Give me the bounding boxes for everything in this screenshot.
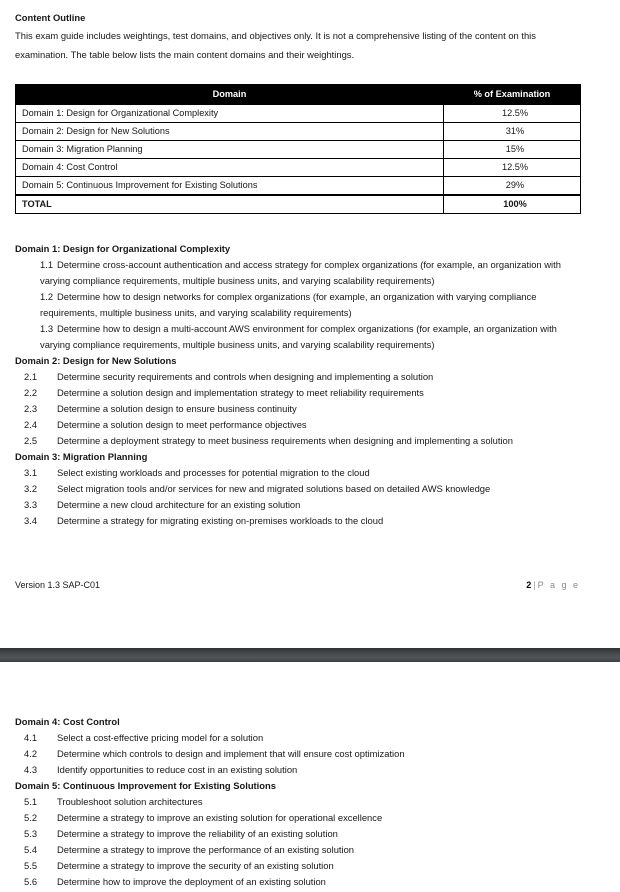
domain-3-title: Domain 3: Migration Planning [15, 451, 148, 462]
footer-separator: | [533, 580, 536, 590]
table-row [16, 105, 581, 123]
objective-text: Determine a strategy to improve the performance of an existing solution [57, 844, 355, 855]
cell-total-percent: 100% [444, 195, 581, 214]
table-row [16, 177, 581, 196]
cell-domain-name: Domain 4: Cost Control [16, 159, 444, 177]
footer-version: Version 1.3 SAP-C01 [15, 580, 101, 590]
objective-text: Determine how to design networks for complex organizations (for example, an organization with varying compliance requirements, multiple business units, and varying scalability requirements) [40, 291, 537, 318]
objective-5-1 [15, 794, 580, 810]
objective-text: Determine which controls to design and implement that will ensure cost optimization [57, 748, 405, 759]
objective-number: 1.1 [40, 259, 54, 270]
cell-domain-percent: 12.5% [444, 159, 581, 177]
objective-number: 1.2 [40, 291, 54, 302]
objective-5-3 [15, 826, 580, 842]
objective-2-5 [15, 433, 580, 449]
page-separator-bar [0, 648, 620, 662]
objective-number: 4.2 [24, 748, 38, 759]
objective-text: Determine cross-account authentication and access strategy for complex organizations (for example, an organization with varying compliance requirements, multiple business units, and varying scalability requirements) [40, 259, 561, 286]
objective-5-6 [15, 874, 580, 890]
objective-text: Determine a solution design and implementation strategy to meet reliability requirements [57, 387, 424, 398]
cell-domain-percent: 15% [444, 141, 581, 159]
objective-number: 3.2 [24, 483, 38, 494]
objective-number: 2.1 [24, 371, 38, 382]
domain-section-3 [15, 449, 580, 529]
objective-number: 2.5 [24, 435, 38, 446]
objective-text: Determine a strategy to improve the security of an existing solution [57, 860, 334, 871]
objective-number: 5.2 [24, 812, 38, 823]
objective-1-1 [15, 257, 580, 289]
table-row [16, 123, 581, 141]
objective-text: Determine a new cloud architecture for an existing solution [57, 499, 301, 510]
objective-3-4 [15, 513, 580, 529]
objective-4-3 [15, 762, 580, 778]
objective-4-2 [15, 746, 580, 762]
objective-3-1 [15, 465, 580, 481]
cell-total-label: TOTAL [16, 195, 444, 214]
footer-page-indicator [526, 580, 580, 590]
objective-number: 2.3 [24, 403, 38, 414]
objective-number: 2.4 [24, 419, 38, 430]
objective-text: Determine how to design a multi-account AWS environment for complex organizations (for example, an organization with varying compliance requirements, multiple business units, and varying scalability requirements) [40, 323, 557, 350]
footer-page-number: 2 [526, 580, 532, 590]
domain-4-title: Domain 4: Cost Control [15, 716, 120, 727]
objective-text: Determine a deployment strategy to meet business requirements when designing and implementing a solution [57, 435, 513, 446]
cell-domain-percent: 29% [444, 177, 581, 196]
objective-2-1 [15, 369, 580, 385]
objective-number: 5.1 [24, 796, 38, 807]
document-page-two [0, 662, 620, 890]
objective-number: 5.3 [24, 828, 38, 839]
cell-domain-name: Domain 1: Design for Organizational Complexity [16, 105, 444, 123]
objective-4-1 [15, 730, 580, 746]
objective-text: Determine a solution design to ensure business continuity [57, 403, 297, 414]
cell-domain-name: Domain 2: Design for New Solutions [16, 123, 444, 141]
objective-text: Determine a strategy for migrating existing on-premises workloads to the cloud [57, 515, 384, 526]
objective-number: 3.4 [24, 515, 38, 526]
domain-section-4 [15, 714, 580, 778]
domain-5-title: Domain 5: Continuous Improvement for Existing Solutions [15, 780, 276, 791]
objective-5-4 [15, 842, 580, 858]
table-row [16, 141, 581, 159]
table-total-row [16, 195, 581, 214]
objective-text: Determine how to improve the deployment of an existing solution [57, 876, 326, 887]
objective-2-4 [15, 417, 580, 433]
column-header-domain: Domain [16, 85, 444, 105]
objective-text: Troubleshoot solution architectures [57, 796, 203, 807]
domain-1-title: Domain 1: Design for Organizational Complexity [15, 243, 231, 254]
objective-text: Identify opportunities to reduce cost in an existing solution [57, 764, 298, 775]
objective-text: Determine security requirements and controls when designing and implementing a solution [57, 371, 434, 382]
objective-5-5 [15, 858, 580, 874]
objective-number: 2.2 [24, 387, 38, 398]
objective-number: 3.3 [24, 499, 38, 510]
domain-section-2 [15, 353, 580, 449]
objective-number: 1.3 [40, 323, 54, 334]
cell-domain-name: Domain 3: Migration Planning [16, 141, 444, 159]
objective-number: 3.1 [24, 467, 38, 478]
intro-paragraph: This exam guide includes weightings, test domains, and objectives only. It is not a comprehensive listing of the content on this examination. The table below lists the main content domains and their weightings. [15, 30, 536, 60]
objective-1-2 [15, 289, 580, 321]
objective-number: 4.3 [24, 764, 38, 775]
cell-domain-percent: 31% [444, 123, 581, 141]
table-header-row [16, 85, 581, 105]
footer-page-word: P a g e [537, 580, 580, 590]
objective-1-3 [15, 321, 580, 353]
table-header [16, 85, 581, 105]
objective-text: Select existing workloads and processes for potential migration to the cloud [57, 467, 370, 478]
objective-number: 5.6 [24, 876, 38, 887]
objective-5-2 [15, 810, 580, 826]
domain-weightings-table [15, 84, 581, 214]
page-title: Content Outline [15, 12, 86, 23]
objective-2-3 [15, 401, 580, 417]
objective-3-2 [15, 481, 580, 497]
objective-number: 5.4 [24, 844, 38, 855]
objective-text: Select a cost-effective pricing model for a solution [57, 732, 264, 743]
objective-text: Select migration tools and/or services for new and migrated solutions based on detailed AWS knowledge [57, 483, 491, 494]
objective-text: Determine a strategy to improve the reliability of an existing solution [57, 828, 338, 839]
objective-text: Determine a solution design to meet performance objectives [57, 419, 307, 430]
cell-domain-percent: 12.5% [444, 105, 581, 123]
page-footer [15, 580, 580, 590]
domain-section-1 [15, 241, 580, 353]
table-body [16, 105, 581, 214]
objective-number: 4.1 [24, 732, 38, 743]
column-header-percent: % of Examination [444, 85, 581, 105]
cell-domain-name: Domain 5: Continuous Improvement for Existing Solutions [16, 177, 444, 196]
domain-2-title: Domain 2: Design for New Solutions [15, 355, 177, 366]
table-outline-spacer [15, 214, 580, 241]
objective-3-3 [15, 497, 580, 513]
objective-number: 5.5 [24, 860, 38, 871]
table-row [16, 159, 581, 177]
domain-section-5 [15, 778, 580, 890]
objective-2-2 [15, 385, 580, 401]
objective-text: Determine a strategy to improve an existing solution for operational excellence [57, 812, 383, 823]
